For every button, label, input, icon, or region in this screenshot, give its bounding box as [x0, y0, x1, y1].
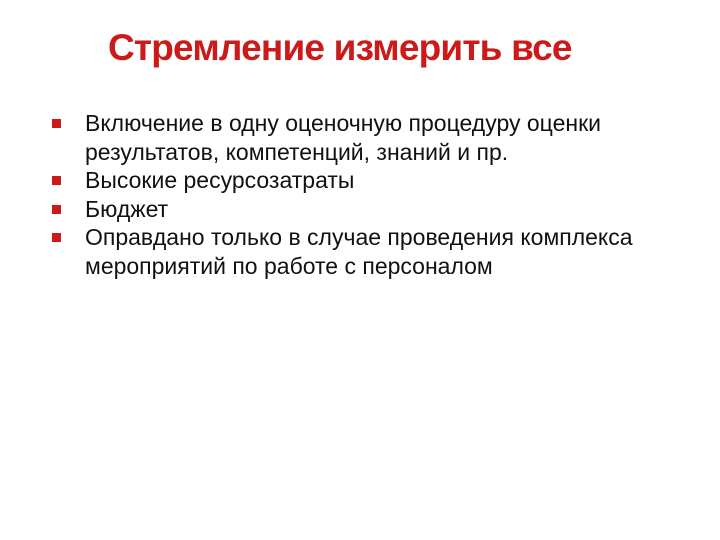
bullet-item: [50, 195, 650, 224]
bullet-list: [50, 109, 650, 281]
square-bullet-icon: [52, 119, 61, 128]
square-bullet-icon: [52, 176, 61, 185]
bullet-text: Бюджет: [85, 195, 169, 222]
bullet-item: [50, 166, 650, 195]
bullet-text: Оправдано только в случае проведения комплекса мероприятий по работе с персоналом: [85, 224, 633, 279]
bullet-text: Высокие ресурсозатраты: [85, 167, 355, 194]
square-bullet-icon: [52, 205, 61, 214]
square-bullet-icon: [52, 233, 61, 242]
slide-title: Стремление измерить все: [108, 27, 572, 68]
bullet-item: [50, 223, 650, 280]
bullet-item: [50, 109, 650, 166]
bullet-text: Включение в одну оценочную процедуру оценки результатов, компетенций, знаний и пр.: [85, 110, 601, 165]
